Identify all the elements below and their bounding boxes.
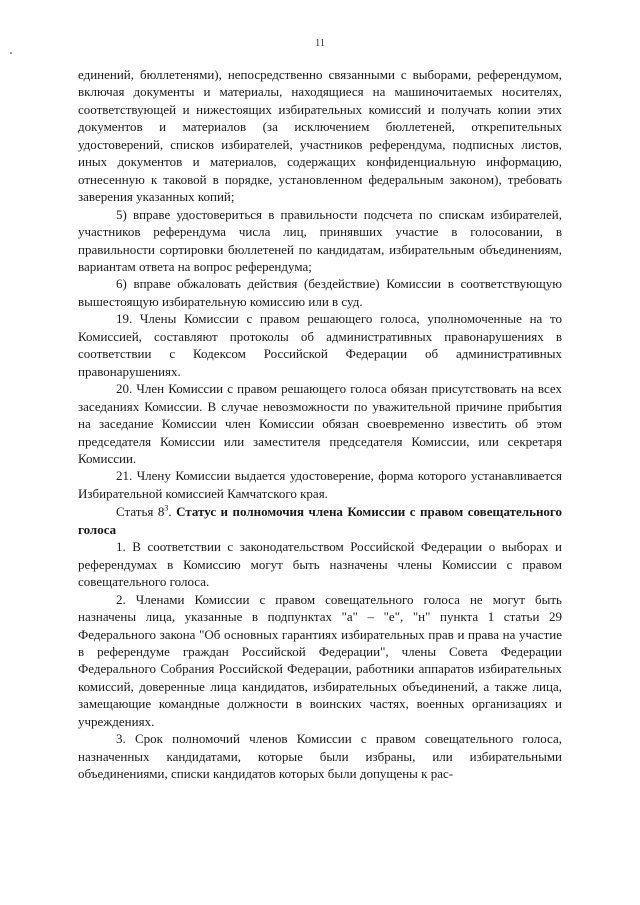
article-paragraph-2: 2. Членами Комиссии с правом совещательного голоса не могут быть назначены лица, указанные в подпунктах "а" – "е", "н" пункта 1 статьи 29 Федерального закона "Об основных гарантиях избирательных прав и права на участие в референдуме граждан Российской Федерации", члены Совета Федерации Федерального Собрания Российской Федерации, работники аппаратов избирательных комиссий, доверенные лица кандидатов, избирательных объединений, а также лица, замещающие командные должности в воинских частях, военных организациях и учреждениях.	[78, 591, 562, 729]
article-prefix: Статья 8	[116, 504, 165, 520]
page-number: 11	[314, 38, 326, 49]
article-paragraph-1: 1. В соответствии с законодательством Российской Федерации о выборах и референдумах в Комиссию могут быть назначены члены Комиссии с правом совещательного голоса.	[78, 539, 562, 590]
scan-speck	[10, 52, 12, 54]
paragraph-19: 19. Члены Комиссии с правом решающего голоса, уполномоченные на то Комиссией, составляют протоколы об административных правонарушениях в соответствии с Кодексом Российской Федерации об административных правонарушениях.	[78, 311, 562, 379]
document-body	[78, 66, 562, 783]
article-paragraph-3: 3. Срок полномочий членов Комиссии с правом совещательного голоса, назначенных кандидатами, которые были избраны, или избирательными объединениями, списки кандидатов которых были допущены к рас-	[78, 731, 562, 782]
article-heading	[78, 503, 562, 538]
article-dot: .	[168, 504, 172, 520]
article-title: Статус и полномочия члена Комиссии с правом совещательного голоса	[78, 504, 563, 537]
paragraph-20: 20. Член Комиссии с правом решающего голоса обязан присутствовать на всех заседаниях Комиссии. В случае невозможности по уважительной причине прибытия на заседание Комиссии член Комиссии обязан своевременно известить об этом председателя Комиссии или заместителя председателя Комиссии, или секретаря Комиссии.	[78, 381, 562, 466]
paragraph-continuation: единений, бюллетенями), непосредственно связанными с выборами, референдумом, включая документы и материалы, находящиеся на машиночитаемых носителях, соответствующей и нижестоящих избирательных комиссий и получать копии этих документов и материалов (за исключением бюллетеней, открепительных удостоверений, списков избирателей, участников референдума, подписных листов, иных документов и материалов, содержащих конфиденциальную информацию, отнесенную к таковой в порядке, установленном федеральным законом), требовать заверения указанных копий;	[78, 67, 562, 205]
paragraph-21: 21. Члену Комиссии выдается удостоверение, форма которого устанавливается Избирательной комиссией Камчатского края.	[78, 468, 562, 501]
paragraph-item-5: 5) вправе удостовериться в правильности подсчета по спискам избирателей, участников референдума числа лиц, принявших участие в голосовании, в правильности сортировки бюллетеней по кандидатам, избирательным объединениям, вариантам ответа на вопрос референдума;	[78, 206, 562, 274]
paragraph-item-6: 6) вправе обжаловать действия (бездействие) Комиссии в соответствующую вышестоящую избирательную комиссию или в суд.	[78, 276, 562, 309]
article-superscript: 3	[164, 504, 169, 513]
